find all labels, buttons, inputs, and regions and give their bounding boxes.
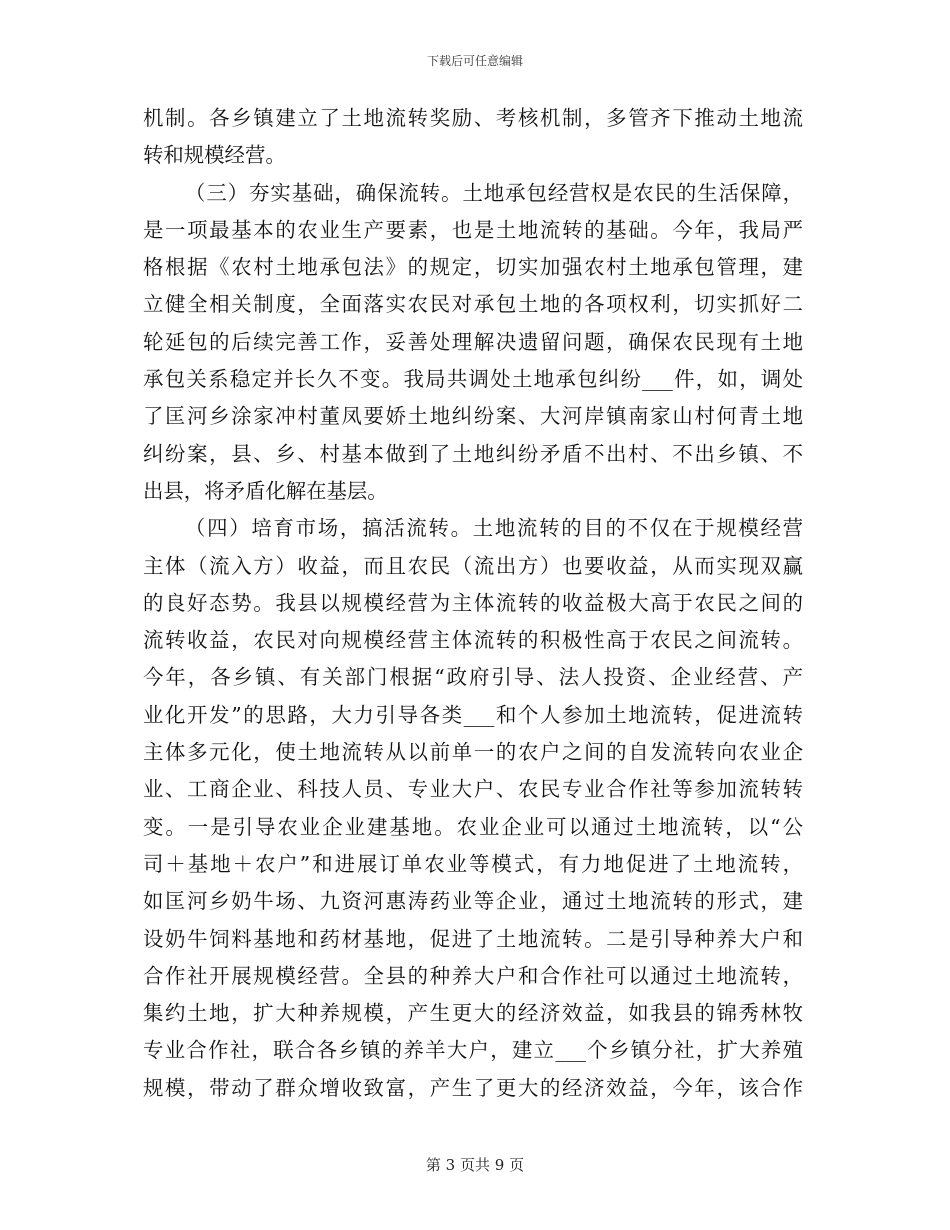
text-line: 立健全相关制度，全面落实农民对承包土地的各项权利，切实抓好二 bbox=[143, 292, 803, 317]
text-line: 业化开发”的思路，大力引导各类___和个人参加土地流转，促进流转 bbox=[143, 702, 803, 727]
text-line: 的良好态势。我县以规模经营为主体流转的收益极大高于农民之间的 bbox=[143, 590, 803, 615]
text-line: 转和规模经营。 bbox=[143, 143, 286, 168]
text-line: 是一项最基本的农业生产要素，也是土地流转的基础。今年，我局严 bbox=[143, 217, 803, 242]
text-line: 业、工商企业、科技人员、专业大户、农民专业合作社等参加流转转 bbox=[143, 777, 803, 802]
text-line: 如匡河乡奶牛场、九资河惠涛药业等企业，通过土地流转的形式，建 bbox=[143, 889, 803, 914]
text-line: 专业合作社，联合各乡镇的养羊大户，建立___个乡镇分社，扩大养殖 bbox=[143, 1038, 803, 1063]
text-line: 司＋基地＋农户”和进展订单农业等模式，有力地促进了土地流转， bbox=[143, 851, 803, 876]
text-line: 机制。各乡镇建立了土地流转奖励、考核机制，多管齐下推动土地流 bbox=[143, 106, 803, 130]
text-line: 承包关系稳定并长久不变。我局共调处土地承包纠纷___件，如，调处 bbox=[143, 367, 803, 392]
text-line: （四）培育市场，搞活流转。土地流转的目的不仅在于规模经营 bbox=[185, 516, 803, 541]
text-line: 格根据《农村土地承包法》的规定，切实加强农村土地承包管理，建 bbox=[143, 255, 803, 280]
text-line: 设奶牛饲料基地和药材基地，促进了土地流转。二是引导种养大户和 bbox=[143, 926, 803, 951]
text-line: 主体多元化，使土地流转从以前单一的农户之间的自发流转向农业企 bbox=[143, 740, 803, 765]
text-line: 变。一是引导农业企业建基地。农业企业可以通过土地流转，以“公 bbox=[143, 814, 803, 839]
text-line: 轮延包的后续完善工作，妥善处理解决遗留问题，确保农民现有土地 bbox=[143, 329, 803, 354]
text-line: （三）夯实基础，确保流转。土地承包经营权是农民的生活保障， bbox=[185, 180, 803, 205]
text-line: 了匡河乡涂家冲村董凤要娇土地纠纷案、大河岸镇南家山村何青土地 bbox=[143, 404, 803, 429]
text-line: 集约土地，扩大种养规模，产生更大的经济效益，如我县的锦秀林牧 bbox=[143, 1001, 803, 1026]
text-line: 纠纷案，县、乡、村基本做到了土地纠纷矛盾不出村、不出乡镇、不 bbox=[143, 441, 803, 466]
text-line: 规模，带动了群众增收致富，产生了更大的经济效益，今年，该合作 bbox=[143, 1075, 803, 1100]
text-line: 合作社开展规模经营。全县的种养大户和合作社可以通过土地流转， bbox=[143, 963, 803, 988]
page-header: 下载后可任意编辑 bbox=[426, 54, 523, 68]
text-line: 主体（流入方）收益，而且农民（流出方）也要收益，从而实现双赢 bbox=[143, 553, 803, 578]
document-body bbox=[143, 100, 803, 1107]
text-line: 今年，各乡镇、有关部门根据“政府引导、法人投资、企业经营、产 bbox=[143, 665, 803, 690]
text-line: 出县，将矛盾化解在基层。 bbox=[143, 478, 388, 503]
text-line: 流转收益，农民对向规模经营主体流转的积极性高于农民之间流转。 bbox=[143, 628, 803, 653]
page-footer: 第 3 页共 9 页 bbox=[425, 1156, 525, 1174]
